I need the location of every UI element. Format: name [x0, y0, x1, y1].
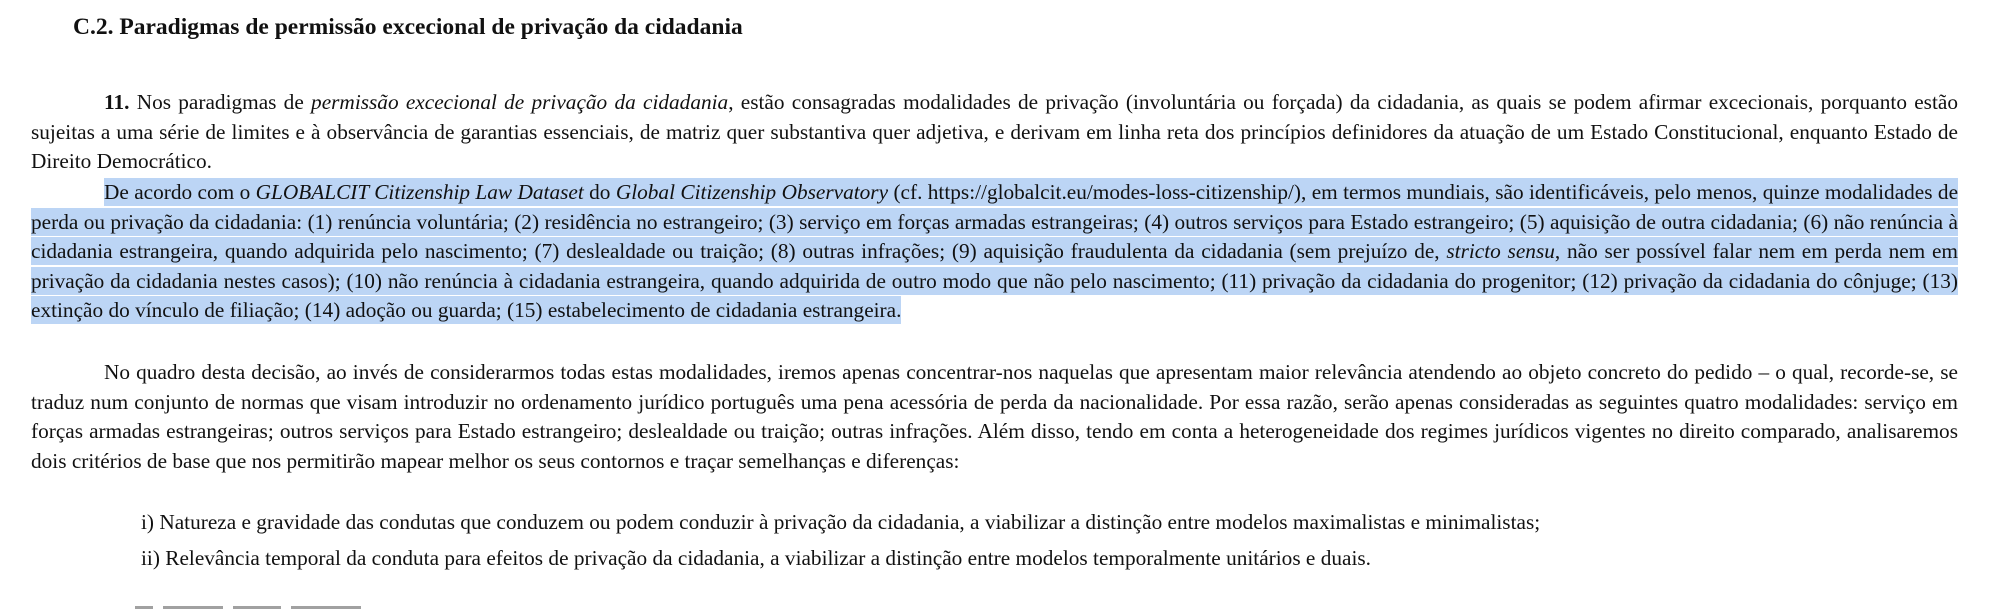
text-selection-highlight[interactable]: [31, 178, 1958, 324]
paragraph-text: Nos paradigmas de: [129, 90, 312, 114]
paragraph-emphasis: permissão excecional de privação da cidadania: [311, 90, 729, 114]
paragraph-text: , não ser possível falar nem em perda nem em privação da cidadania nestes casos); (10) não renúncia à cidadania estrangeira, quando adquirida de outro modo que não pelo nascimento; (11) privação da cidadania do progenitor; (12) privação da cidadania do cônjuge; (13) extinção do vínculo de filiação; (14) adoção ou guarda; (15) estabelecimento de cidadania estrangeira.: [31, 239, 1958, 322]
paragraph-text: , estão consagradas modalidades de privação (involuntária ou forçada) da cidadania, as quais se podem afirmar excecionais, porquanto estão sujeitas a uma série de limites e à observância de garantias essenciais, de matriz quer substantiva quer adjetiva, e derivam em linha reta dos princípios definidores da atuação de um Estado Constitucional, enquanto Estado de Direito Democrático.: [31, 90, 1958, 173]
next-line-cut-off: [135, 596, 435, 609]
paragraph-text: do: [583, 180, 616, 204]
list-item: i) Natureza e gravidade das condutas que conduzem ou podem conduzir à privação da cidadania, a viabilizar a distinção entre modelos maximalistas e minimalistas;: [141, 510, 1541, 534]
paragraph-number: 11.: [104, 90, 130, 114]
observatory-name: Global Citizenship Observatory: [615, 180, 889, 204]
highlighted-paragraph[interactable]: [31, 178, 1958, 326]
section-title: C.2. Paradigmas de permissão excecional de privação da cidadania: [73, 14, 743, 40]
paragraph-text: De acordo com o: [104, 180, 256, 204]
paragraph-11: [31, 88, 1958, 177]
paragraph-text: (cf. https://globalcit.eu/modes-loss-citizenship/), em termos mundiais, são identificáveis, pelo menos, quinze modalidades de perda ou privação da cidadania: (1) renúncia voluntária; (2) residência no estrangeiro; (3) serviço em forças armadas estrangeiras; (4) outros serviços para Estado estrangeiro; (5) aquisição de outra cidadania; (6) não renúncia à cidadania estrangeira, quando adquirida pelo nascimento; (7) deslealdade ou traição; (8) outras infrações; (9) aquisição fraudulenta da cidadania (sem prejuízo de,: [31, 180, 1959, 263]
paragraph-scope: No quadro desta decisão, ao invés de considerarmos todas estas modalidades, iremos apenas concentrar-nos naquelas que apresentam maior relevância atendendo ao objeto concreto do pedido – o qual, recorde-se, se traduz num conjunto de normas que visam introduzir no ordenamento jurídico português uma pena acessória de perda da nacionalidade. Por essa razão, serão apenas consideradas as seguintes quatro modalidades: serviço em forças armadas estrangeiras; outros serviços para Estado estrangeiro; deslealdade ou traição; outras infrações. Além disso, tendo em conta a heterogeneidade dos regimes jurídicos vigentes no direito comparado, analisaremos dois critérios de base que nos permitirão mapear melhor os seus contornos e traçar semelhanças e diferenças:: [31, 360, 1958, 473]
list-item: ii) Relevância temporal da conduta para efeitos de privação da cidadania, a viabilizar a distinção entre modelos temporalmente unitários e duais.: [141, 546, 1371, 570]
latin-term: stricto sensu: [1446, 239, 1555, 263]
dataset-name: GLOBALCIT Citizenship Law Dataset: [255, 180, 584, 204]
